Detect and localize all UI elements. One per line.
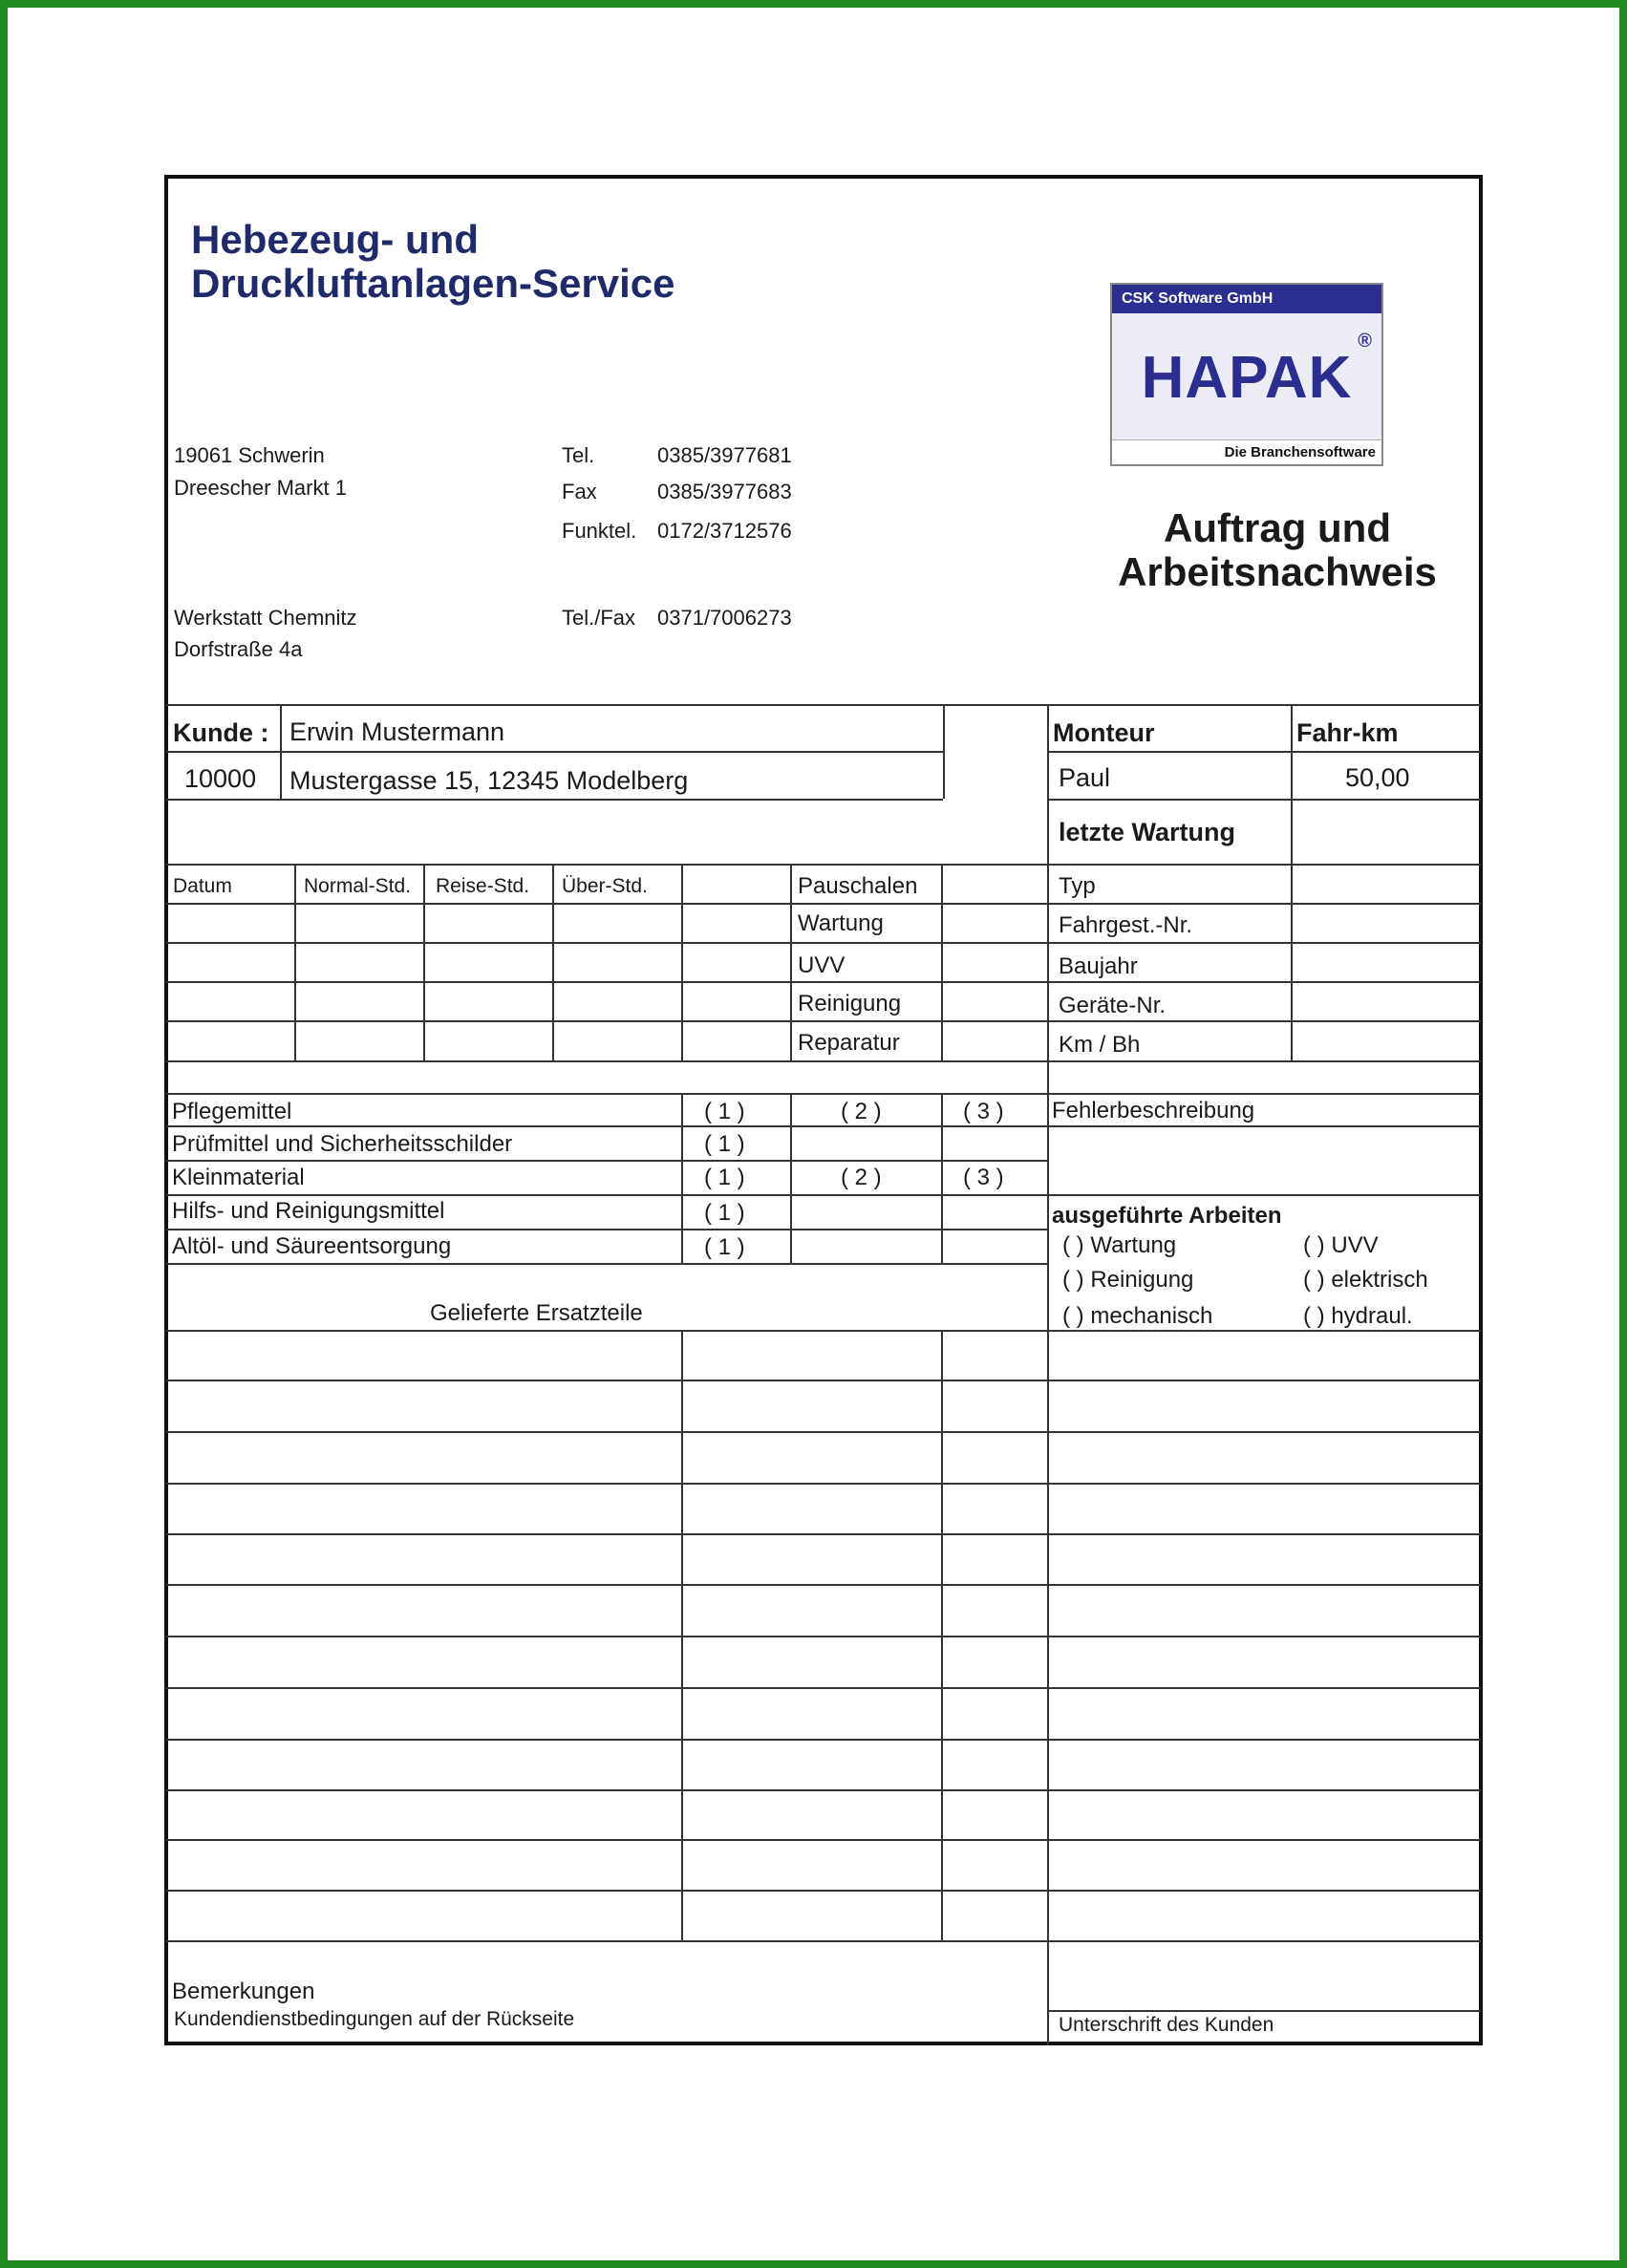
company-street: Dreescher Markt 1 (174, 476, 347, 500)
last-service-label: letzte Wartung (1059, 818, 1235, 846)
vehicle-geraete-nr: Geräte-Nr. (1059, 993, 1167, 1018)
grid-vline (681, 1330, 683, 1940)
work-hydraul-checkbox[interactable]: ( ) hydraul. (1303, 1303, 1413, 1329)
pauschale-reparatur: Reparatur (798, 1030, 900, 1056)
funk-label: Funktel. (562, 519, 637, 543)
grid-hline (1047, 799, 1481, 801)
grid-hline (1047, 751, 1481, 753)
customer-number[interactable]: 10000 (184, 764, 257, 793)
material-pflegemittel-opt3[interactable]: ( 3 ) (963, 1099, 1004, 1124)
material-pflegemittel: Pflegemittel (172, 1099, 292, 1124)
work-elektrisch-checkbox[interactable]: ( ) elektrisch (1303, 1267, 1428, 1293)
logo-brand: HAPAK (1141, 345, 1353, 411)
material-pruefmittel: Prüfmittel und Sicherheitsschilder (172, 1131, 513, 1157)
document-title (1101, 506, 1454, 594)
material-kleinmaterial: Kleinmaterial (172, 1165, 305, 1190)
workshop-name: Werkstatt Chemnitz (174, 606, 357, 630)
grid-hline (166, 1483, 1481, 1485)
grid-vline (941, 1330, 943, 1940)
signature-label: Unterschrift des Kunden (1059, 2014, 1274, 2036)
fahrkm-label: Fahr-km (1296, 718, 1399, 747)
grid-vline (1291, 864, 1293, 1060)
logo-tagline: Die Branchensoftware (1112, 439, 1381, 464)
customer-address[interactable]: Mustergasse 15, 12345 Modelberg (289, 766, 689, 795)
grid-vline (943, 704, 945, 799)
work-mechanisch-checkbox[interactable]: ( ) mechanisch (1062, 1303, 1213, 1329)
material-altoel-opt1[interactable]: ( 1 ) (704, 1234, 745, 1260)
grid-hline (166, 799, 943, 801)
grid-vline (423, 864, 425, 1060)
grid-hline (166, 1160, 1047, 1162)
document-title-line1: Auftrag und (1164, 505, 1391, 550)
header-reise-std: Reise-Std. (436, 875, 530, 897)
grid-hline (166, 903, 1481, 905)
grid-hline (166, 1380, 1481, 1381)
vehicle-baujahr: Baujahr (1059, 953, 1138, 979)
grid-hline (166, 1739, 1481, 1741)
grid-hline (166, 1636, 1481, 1637)
material-altoel: Altöl- und Säureentsorgung (172, 1233, 452, 1259)
grid-hline (166, 1839, 1481, 1841)
grid-vline (1291, 704, 1293, 864)
pauschale-uvv: UVV (798, 952, 846, 978)
grid-hline (166, 704, 1481, 706)
telfax-value: 0371/7006273 (657, 606, 792, 630)
grid-vline (790, 864, 792, 1060)
monteur-label: Monteur (1053, 718, 1155, 747)
work-done-label: ausgeführte Arbeiten (1052, 1203, 1282, 1229)
vehicle-km-bh: Km / Bh (1059, 1032, 1141, 1058)
grid-hline (166, 1020, 1481, 1022)
grid-hline (166, 864, 1481, 866)
company-name-line1: Hebezeug- und (191, 217, 479, 262)
work-reinigung-checkbox[interactable]: ( ) Reinigung (1062, 1267, 1194, 1293)
header-normal-std: Normal-Std. (304, 875, 412, 897)
material-hilfsmittel-opt1[interactable]: ( 1 ) (704, 1200, 745, 1226)
grid-vline (681, 1093, 683, 1263)
logo-registered: ® (1358, 331, 1372, 352)
grid-hline (166, 1229, 1047, 1230)
grid-hline (166, 1125, 1481, 1127)
grid-hline (166, 751, 943, 753)
terms-label: Kundendienstbedingungen auf der Rückseite (174, 2008, 575, 2030)
fax-label: Fax (562, 480, 597, 503)
header-ueber-std: Über-Std. (562, 875, 648, 897)
parts-label: Gelieferte Ersatzteile (430, 1300, 643, 1326)
grid-vline (1047, 1093, 1049, 1330)
grid-vline (552, 864, 554, 1060)
tel-label: Tel. (562, 443, 595, 467)
material-pruefmittel-opt1[interactable]: ( 1 ) (704, 1131, 745, 1157)
pauschalen-label: Pauschalen (798, 873, 918, 899)
grid-vline (941, 864, 943, 1060)
grid-hline (166, 1890, 1481, 1892)
workshop-street: Dorfstraße 4a (174, 637, 303, 661)
work-wartung-checkbox[interactable]: ( ) Wartung (1062, 1232, 1177, 1258)
company-city: 19061 Schwerin (174, 443, 325, 467)
grid-hline (166, 981, 1481, 983)
grid-hline (1047, 2010, 1481, 2012)
fault-description-label: Fehlerbeschreibung (1052, 1098, 1255, 1123)
pauschale-reinigung: Reinigung (798, 991, 902, 1016)
logo-company: CSK Software GmbH (1112, 285, 1381, 313)
grid-hline (166, 1687, 1481, 1689)
document-title-line2: Arbeitsnachweis (1118, 549, 1437, 594)
pauschale-wartung: Wartung (798, 910, 884, 936)
grid-hline (1047, 1194, 1481, 1196)
grid-hline (166, 1194, 1047, 1196)
grid-vline (280, 704, 282, 799)
grid-hline (166, 1533, 1481, 1535)
hapak-logo (1110, 283, 1383, 466)
grid-hline (166, 1060, 1481, 1062)
work-uvv-checkbox[interactable]: ( ) UVV (1303, 1232, 1379, 1258)
material-pflegemittel-opt2[interactable]: ( 2 ) (841, 1099, 882, 1124)
fax-value: 0385/3977683 (657, 480, 792, 503)
grid-vline (294, 864, 296, 1060)
material-pflegemittel-opt1[interactable]: ( 1 ) (704, 1099, 745, 1124)
customer-label: Kunde : (173, 718, 269, 747)
grid-hline (166, 1431, 1481, 1433)
grid-hline (166, 1584, 1481, 1586)
tel-value: 0385/3977681 (657, 443, 792, 467)
funk-value: 0172/3712576 (657, 519, 792, 543)
grid-vline (941, 1093, 943, 1263)
grid-vline (1047, 704, 1049, 2045)
grid-hline (166, 942, 1481, 944)
grid-hline (166, 1330, 1481, 1332)
grid-vline (790, 1093, 792, 1263)
grid-hline (166, 1263, 1047, 1265)
grid-hline (166, 1093, 1481, 1095)
remarks-label: Bemerkungen (172, 1979, 315, 2004)
telfax-label: Tel./Fax (562, 606, 636, 630)
material-kleinmaterial-opt2[interactable]: ( 2 ) (841, 1165, 882, 1190)
customer-name[interactable]: Erwin Mustermann (289, 717, 505, 746)
monteur-value[interactable]: Paul (1059, 763, 1111, 792)
company-name (191, 218, 675, 306)
header-datum: Datum (173, 875, 232, 897)
vehicle-fahrgest-nr: Fahrgest.-Nr. (1059, 912, 1193, 938)
material-kleinmaterial-opt1[interactable]: ( 1 ) (704, 1165, 745, 1190)
material-kleinmaterial-opt3[interactable]: ( 3 ) (963, 1165, 1004, 1190)
material-hilfsmittel: Hilfs- und Reinigungsmittel (172, 1198, 445, 1224)
grid-hline (166, 1789, 1481, 1791)
grid-vline (681, 864, 683, 1060)
vehicle-typ: Typ (1059, 873, 1096, 899)
grid-hline (166, 1940, 1481, 1942)
fahrkm-value[interactable]: 50,00 (1345, 763, 1410, 792)
company-name-line2: Druckluftanlagen-Service (191, 261, 675, 306)
